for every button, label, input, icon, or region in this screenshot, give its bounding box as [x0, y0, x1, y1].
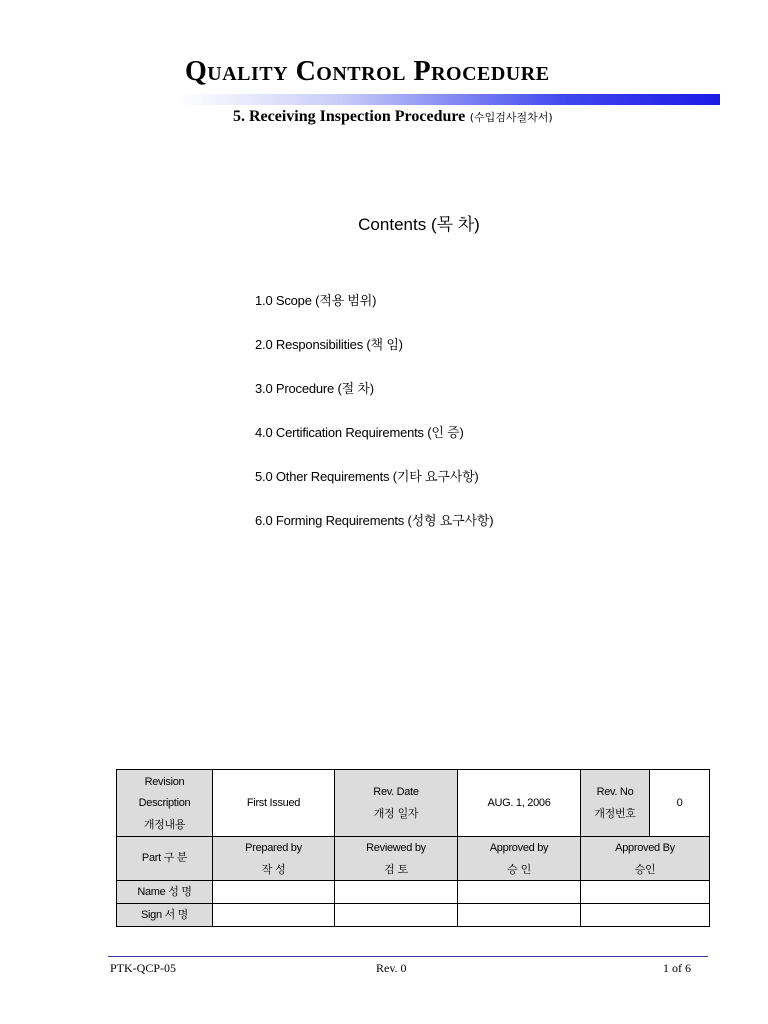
- toc-item-scope: 1.0 Scope (적용 범위): [255, 293, 377, 308]
- rev-no-value: 0: [650, 770, 710, 837]
- document-subtitle: [233, 108, 553, 126]
- rev-date-label: Rev. Date 개정 일자: [335, 770, 458, 837]
- revision-description-value: First Issued: [213, 770, 335, 837]
- toc-item-procedure: 3.0 Procedure (절 차): [255, 381, 374, 396]
- toc-item-responsibilities: 2.0 Responsibilities (책 임): [255, 337, 403, 352]
- reviewed-by-header: Reviewed by 검 토: [335, 837, 458, 881]
- approved-by-header: Approved by 승 인: [458, 837, 581, 881]
- footer-page-number: 1 of 6: [663, 961, 691, 975]
- contents-heading-label: Contents: [358, 215, 427, 234]
- toc-item-other-requirements: 5.0 Other Requirements (기타 요구사항): [255, 469, 479, 484]
- final-approved-by-header: Approved By 승인: [581, 837, 710, 881]
- sign-final-approved-cell: [581, 904, 710, 927]
- name-row: [117, 881, 710, 904]
- name-prepared-cell: [213, 881, 335, 904]
- table-of-contents: [255, 290, 493, 554]
- part-row: [117, 837, 710, 881]
- contents-heading: [0, 210, 768, 235]
- name-label: Name 성 명: [117, 881, 213, 904]
- sign-label: Sign 서 명: [117, 904, 213, 927]
- toc-item-certification: 4.0 Certification Requirements (인 증): [255, 425, 464, 440]
- subtitle-main: 5. Receiving Inspection Procedure: [233, 108, 466, 125]
- name-final-approved-cell: [581, 881, 710, 904]
- name-reviewed-cell: [335, 881, 458, 904]
- sign-prepared-cell: [213, 904, 335, 927]
- prepared-by-header: Prepared by 작 성: [213, 837, 335, 881]
- sign-approved-cell: [458, 904, 581, 927]
- document-title: Quality Control Procedure: [185, 56, 550, 87]
- revision-description-label: Revision Description 개정내용: [117, 770, 213, 837]
- footer-revision: Rev. 0: [376, 961, 407, 975]
- contents-heading-korean: (목 차): [430, 215, 480, 234]
- name-approved-cell: [458, 881, 581, 904]
- sign-reviewed-cell: [335, 904, 458, 927]
- toc-item-forming-requirements: 6.0 Forming Requirements (성형 요구사항): [255, 513, 494, 528]
- rev-no-label: Rev. No 개정번호: [581, 770, 650, 837]
- footer-doc-code: PTK-QCP-05: [110, 961, 177, 975]
- rev-date-value: AUG. 1, 2006: [458, 770, 581, 837]
- revision-row: [117, 770, 710, 837]
- sign-row: [117, 904, 710, 927]
- footer-divider: [108, 956, 708, 957]
- title-gradient-bar: [178, 94, 720, 105]
- part-label: Part 구 분: [117, 837, 213, 881]
- revision-table: [116, 769, 710, 927]
- subtitle-korean: (수입검사절차서): [469, 111, 553, 124]
